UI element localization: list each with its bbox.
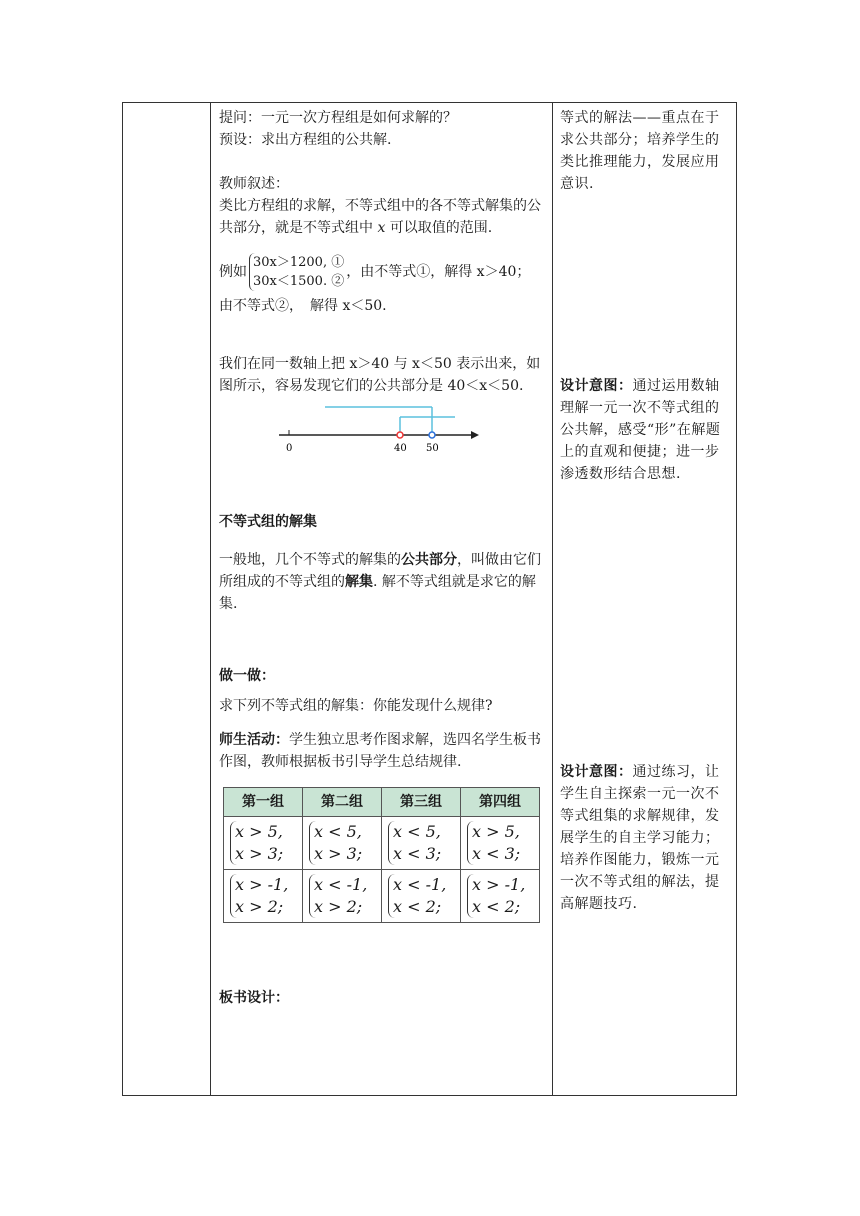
number-line-intro: 我们在同一数轴上把 x＞40 与 x＜50 表示出来，如图所示，容易发现它们的公共部分是 40＜x＜50.	[219, 356, 541, 394]
content-column	[219, 107, 549, 1009]
system-cell: x < -1, x < 2;	[388, 874, 446, 918]
intent-note-1: 等式的解法——重点在于求公共部分；培养学生的类比推理能力，发展应用意识.	[560, 110, 720, 192]
system-cell: x > 5, x > 3;	[230, 821, 283, 865]
header-group-1: 第一组	[224, 788, 303, 817]
header-group-2: 第二组	[303, 788, 382, 817]
system-cell: x < 5, x > 3;	[309, 821, 362, 865]
definition-text: 一般地，几个不等式的解集的公共部分，叫做由它们所组成的不等式组的解集. 解不等式组就是求它的解集.	[219, 552, 541, 612]
header-group-3: 第三组	[382, 788, 461, 817]
system-cell: x < 5, x < 3;	[388, 821, 441, 865]
board-design-label: 板书设计：	[219, 990, 289, 1006]
number-line-figure	[279, 397, 549, 457]
practice-title: 做一做：	[219, 668, 275, 684]
column-divider-left	[210, 103, 211, 1095]
design-intent-2: 设计意图：通过练习，让学生自主探索一元一次不等式组集的求解规律，发展学生的自主学习能力；培养作图能力，锻炼一元一次不等式组的解法，提高解题技巧.	[560, 764, 720, 912]
system-cell: x > -1, x < 2;	[467, 874, 525, 918]
activity-text: 师生活动：学生独立思考作图求解，选四名学生板书作图，教师根据板书引导学生总结规律.	[219, 732, 541, 770]
number-line-svg	[279, 397, 479, 457]
teacher-heading: 教师叙述：	[219, 176, 289, 192]
axis-label-40: 40	[394, 443, 407, 454]
column-divider-right	[552, 103, 553, 1095]
system-cell: x > -1, x > 2;	[230, 874, 288, 918]
system-cell: x > 5, x < 3;	[467, 821, 520, 865]
question-text: 提问：一元一次方程组是如何求解的？	[219, 110, 457, 126]
example-second: 由不等式②， 解得 x＜50.	[219, 298, 387, 314]
axis-label-50: 50	[426, 443, 439, 454]
system-brace: 30x＞1200, ① 30x＜1500. ②	[249, 253, 344, 291]
section-title: 不等式组的解集	[219, 514, 317, 530]
exercise-table	[223, 787, 540, 923]
design-intent-1: 设计意图：通过运用数轴理解一元一次不等式组的公共解，感受“形”在解题上的直观和便捷；进一步渗透数形结合思想.	[560, 378, 721, 482]
lesson-table	[122, 102, 737, 1096]
axis-label-0: 0	[286, 443, 293, 454]
open-point-50	[429, 432, 435, 438]
system-cell: x < -1, x > 2;	[309, 874, 367, 918]
teacher-body: 类比方程组的求解，不等式组中的各不等式解集的公共部分，就是不等式组中 x 可以取值的范围.	[219, 198, 541, 236]
table-row	[224, 817, 540, 870]
axis-arrow-icon	[471, 431, 479, 439]
preset-text: 预设：求出方程组的公共解.	[219, 132, 392, 148]
practice-question: 求下列不等式组的解集：你能发现什么规律?	[219, 698, 493, 714]
table-row	[224, 870, 540, 923]
open-point-40	[397, 432, 403, 438]
example-system: 例如30x＞1200, ① 30x＜1500. ②，由不等式①，解得 x＞40；	[219, 255, 531, 289]
header-group-4: 第四组	[461, 788, 540, 817]
